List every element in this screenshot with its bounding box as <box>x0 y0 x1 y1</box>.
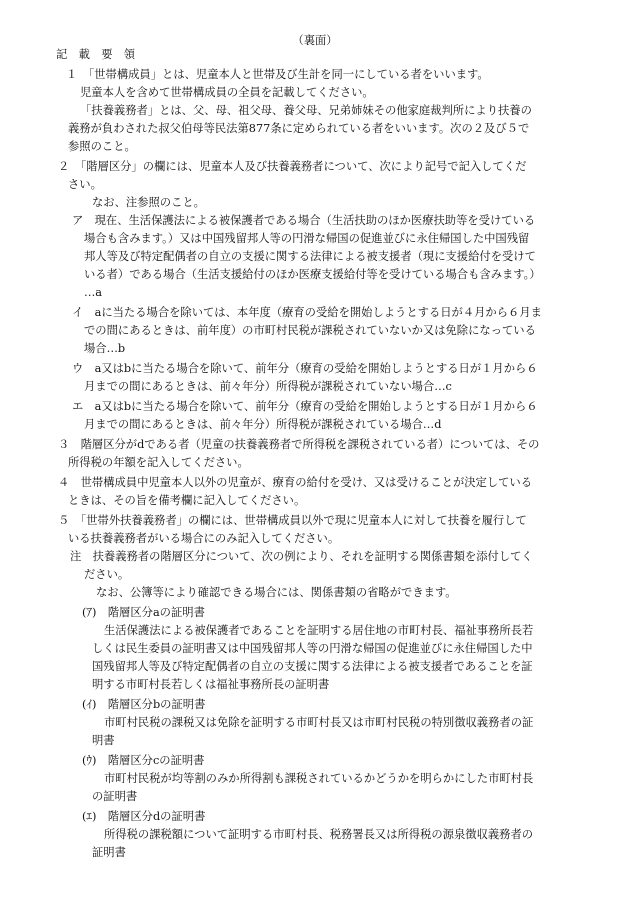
text-line: (ｳ) 階層区分cの証明書 <box>82 754 205 767</box>
text-line: 市町村民税が均等割のみか所得割も課税されているかどうかを明らかにした市町村長 <box>104 772 534 785</box>
text-line: 場合も含みます。）又は中国残留邦人等の円滑な帰国の促進並びに永住帰国した中国残留 <box>84 232 530 245</box>
text-line: 証明書 <box>92 846 126 859</box>
text-line: (ｱ) 階層区分aの証明書 <box>82 606 205 619</box>
text-line: しくは民生委員の証明書又は中国残留邦人等の円滑な帰国の促進並びに永住帰国した中 <box>92 642 533 655</box>
text-line: 月までの間にあるときは、前々年分）所得税が課税されていない場合…c <box>84 380 452 393</box>
text-line: ださい。 <box>84 568 130 581</box>
text-line: の証明書 <box>92 790 138 803</box>
text-line: エ a又はbに当たる場合を除いて、前年分（療育の受給を開始しようとする日が１月から６ <box>72 400 538 413</box>
text-line: 明する市町村長若しくは福祉事務所長の証明書 <box>92 678 330 691</box>
page-header: （裏面） <box>292 34 338 47</box>
section-title: 記 載 要 領 <box>56 48 136 61</box>
text-line: での間にあるときは、前年度）の市町村民税が課税されていないか又は免除になっている <box>84 324 536 337</box>
text-line: 邦人等及び特定配偶者の自立の支援に関する法律による被支援者（現に支援給付を受けて <box>84 250 536 263</box>
text-line: 「扶養義務者」とは、父、母、祖父母、養父母、兄弟姉妹その他家庭裁判所により扶養の <box>80 104 532 117</box>
text-line: 場合…b <box>84 342 126 355</box>
text-line: ア 現在、生活保護法による被保護者である場合（生活扶助のほか医療扶助等を受けている <box>72 214 536 227</box>
text-line: 国残留邦人等及び特定配偶者の自立の支援に関する法律による被支援者であることを証 <box>92 660 533 673</box>
text-line: 市町村民税の課税又は免除を証明する市町村長又は市町村民税の特別徴収義務者の証 <box>104 716 534 729</box>
text-line: 生活保護法による被保護者であることを証明する居住地の市町村長、福祉事務所長若 <box>104 624 534 637</box>
text-line: １ 「世帯構成員」とは、児童本人と世帯及び生計を同一にしている者をいいます。 <box>66 68 489 81</box>
text-line: ２ 「階層区分」の欄には、児童本人及び扶養義務者について、次により記号で記入してくだ <box>58 160 527 173</box>
text-line: 注 扶養義務者の階層区分について、次の例により、それを証明する関係書類を添付してく <box>70 550 533 563</box>
text-line: イ aに当たる場合を除いては、本年度（療育の受給を開始しようとする日が４月から６月ま <box>72 306 542 319</box>
text-line: ウ a又はbに当たる場合を除いて、前年分（療育の受給を開始しようとする日が１月から６ <box>72 362 538 375</box>
text-line: いる者）である場合（生活支援給付のほか医療支援給付等を受けている場合も含みます。） <box>84 268 541 281</box>
text-line: (ｴ) 階層区分dの証明書 <box>82 810 206 823</box>
text-line: 児童本人を含めて世帯構成員の全員を記載してください。 <box>80 86 374 99</box>
text-line: ４ 世帯構成員中児童本人以外の児童が、療育の給付を受け、又は受けることが決定している <box>58 476 533 489</box>
text-line: 義務が負わされた叔父伯母等民法第877条に定められている者をいいます。次の２及び５で <box>68 122 530 135</box>
text-line: なお、公簿等により確認できる場合には、関係書類の省略ができます。 <box>96 586 457 599</box>
text-line: ５ 「世帯外扶養義務者」の欄には、世帯構成員以外で現に児童本人に対して扶養を履行して <box>58 514 527 527</box>
text-line: 所得税の課税額について証明する市町村長、税務署長又は所得税の源泉徴収義務者の <box>104 828 534 841</box>
text-line: いる扶養義務者がいる場合にのみ記入してください。 <box>68 532 340 545</box>
text-line: 月までの間にあるときは、前々年分）所得税が課税されている場合…d <box>84 418 442 431</box>
text-line: …a <box>84 286 103 299</box>
text-line: なお、注参照のこと。 <box>92 196 205 209</box>
text-line: (ｲ) 階層区分bの証明書 <box>82 698 206 711</box>
text-line: 所得税の年額を記入してください。 <box>68 456 249 469</box>
text-line: 参照のこと。 <box>68 140 136 153</box>
text-line: ときは、その旨を備考欄に記入してください。 <box>68 494 306 507</box>
text-line: さい。 <box>68 178 102 191</box>
text-line: ３ 階層区分がdである者（児童の扶養義務者で所得税を課税されている者）については、その <box>58 438 540 451</box>
text-line: 明書 <box>92 734 115 747</box>
